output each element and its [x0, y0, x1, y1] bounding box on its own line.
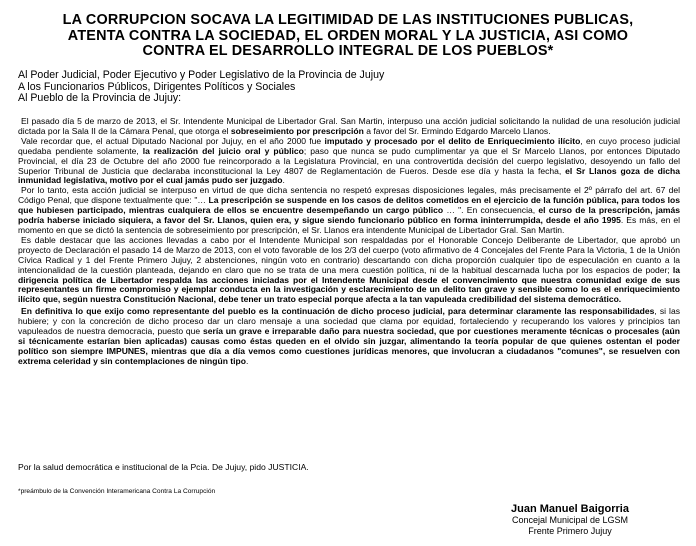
- headline-line-1: LA CORRUPCION SOCAVA LA LEGITIMIDAD DE LAS INSTITUCIONES PUBLICAS,: [62, 12, 634, 28]
- salutation-block: [18, 70, 538, 105]
- salutation-line-1: Al Poder Judicial, Poder Ejecutivo y Poder Legislativo de la Provincia de Jujuy: [18, 69, 385, 81]
- headline-line-3: CONTRA EL DESARROLLO INTEGRAL DE LOS PUEBLOS*: [142, 43, 554, 59]
- closing-line: Por la salud democrática e institucional de la Pcia. De Jujuy, pido JUSTICIA.: [18, 462, 309, 472]
- paragraph-2: Vale recordar que, el actual Diputado Nacional por Jujuy, en el año 2000 fue imputado y procesado por el delito de Enriquecimiento ilícito, en cuyo proceso judicial quedaba pendiente solamente, la realización del juicio oral y público; paso que nunca se pudo cumplimentar ya que el Sr Marcelo Llanos, por entonces Diputado Provincial, el día 23 de Octubre del año 2000 fue reincorporado a la Legislatura Provincial, en una controvertida decisión del cuerpo legislativo, desoyendo un fallo del Superior Tribunal de Justicia que declaraba inconstitucional la Ley 4807 de Reglamentación de Fueros. Desde ese día y hasta la fecha, el Sr Llanos goza de dicha inmunidad legislativa, motivo por el cual jamás pudo ser juzgado.: [18, 135, 680, 186]
- headline-line-2: ATENTA CONTRA LA SOCIEDAD, EL ORDEN MORAL Y LA JUSTICIA, ASI COMO: [67, 27, 629, 44]
- paragraph-3: Por lo tanto, esta acción judicial se interpuso en virtud de que dicha sentencia no respetó expresas disposiciones legales, más precisamente el 2º párrafo del art. 67 del Código Penal, que dispone textualmente que: "… La prescripción se suspende en los casos de delitos cometidos en el ejercicio de la función pública, para todos los que hubiesen participado, mientras cualquiera de ellos se encuentre desempeñando un cargo público … ". En consecuencia, el curso de la prescripción, jamás podría haberse iniciado siquiera, a favor del Sr. Llanos, quien era, y sigue siendo funcionario público en forma ininterrumpida, desde el año 1995. Es más, en el momento en que se dictó la sentencia de sobreseimiento por prescripción, el Sr. Llanos era intendente Municipal de Libertador Gral. San Martin.: [18, 185, 680, 235]
- paragraph-5: En definitiva lo que exijo como representante del pueblo es la continuación de dicho proceso judicial, para determinar claramente las responsabilidades, si las hubiere; y con la concreción de dicho proceso dar un claro mensaje a una sociedad que clama por equidad, fortaleciendo y recuperando los valores y principios tan vapuleados de nuestra democracia, puesto que sería un grave e irreparable daño para nuestra sociedad, que por cuestiones meramente técnicas o procesales (aún si técnicamente estarían bien aplicadas) causas como éstas queden en el olvido sin juzgar, alimentando la teoría popular de que quienes ostentan el poder político son siempre IMPUNES, mientras que día a día vemos como cuestiones jurídicas menores, que involucran a ciudadanos "comunes", se resuelven con extrema celeridad y sin contemplaciones de ningún tipo.: [18, 306, 680, 366]
- signatory-party: Frente Primero Jujuy: [528, 526, 612, 536]
- salutation-line-3: Al Pueblo de la Provincia de Jujuy:: [18, 92, 182, 105]
- paragraph-4: Es dable destacar que las acciones llevadas a cabo por el Intendente Municipal son respaldadas por el Honorable Concejo Deliberante de Libertador, que aprobó un proyecto de Declaración el pasado 14 de Marzo de 2013, con el voto favorable de los 2/3 del cuerpo (voto afirmativo de 4 Concejales del Frente Para la Victoria, 1 de la Unión Cívica Radical y 1 del Frente Primero Jujuy, 2 abstenciones, ningún voto en contrario) descartando con dicha proporción cualquier tipo de especulación en cuanto a la intencionalidad de la cuestión planteada, dejando en claro que no se trata de una mera cuestión política, ni de la habitual descarnada lucha por los espacios de poder; la dirigencia política de Libertador respalda las acciones iniciadas por el Intendente Municipal desde el convencimiento que nuestra comunidad exige de sus representantes un firme compromiso y ejemplar conducta en la investigación y esclarecimiento de un delito tan grave y sensible como lo es el enriquecimiento ilícito que, según nuestra Constitución Nacional, debe tener un trato especial porque afecta a la tan vapuleada credibilidad del sistema democrático.: [18, 234, 680, 305]
- headline: [20, 13, 676, 60]
- footnote: *preámbulo de la Convención Interamericana Contra La Corrupción: [18, 488, 216, 495]
- letter-body: [18, 117, 680, 367]
- paragraph-1: El pasado día 5 de marzo de 2013, el Sr. Intendente Municipal de Libertador Gral. San Martin, interpuso una acción judicial solicitando la nulidad de una resolución judicial dictada por la Sala II de la Cámara Penal, que otorga el sobreseimiento por prescripción a favor del Sr. Ermindo Edgardo Marcelo Llanos.: [18, 116, 680, 136]
- signature-block: [470, 503, 670, 537]
- signatory-role: Concejal Municipal de LGSM: [511, 515, 629, 525]
- salutation-line-2: A los Funcionarios Públicos, Dirigentes Políticos y Sociales: [18, 80, 296, 93]
- signatory-name: Juan Manuel Baigorria: [511, 503, 629, 515]
